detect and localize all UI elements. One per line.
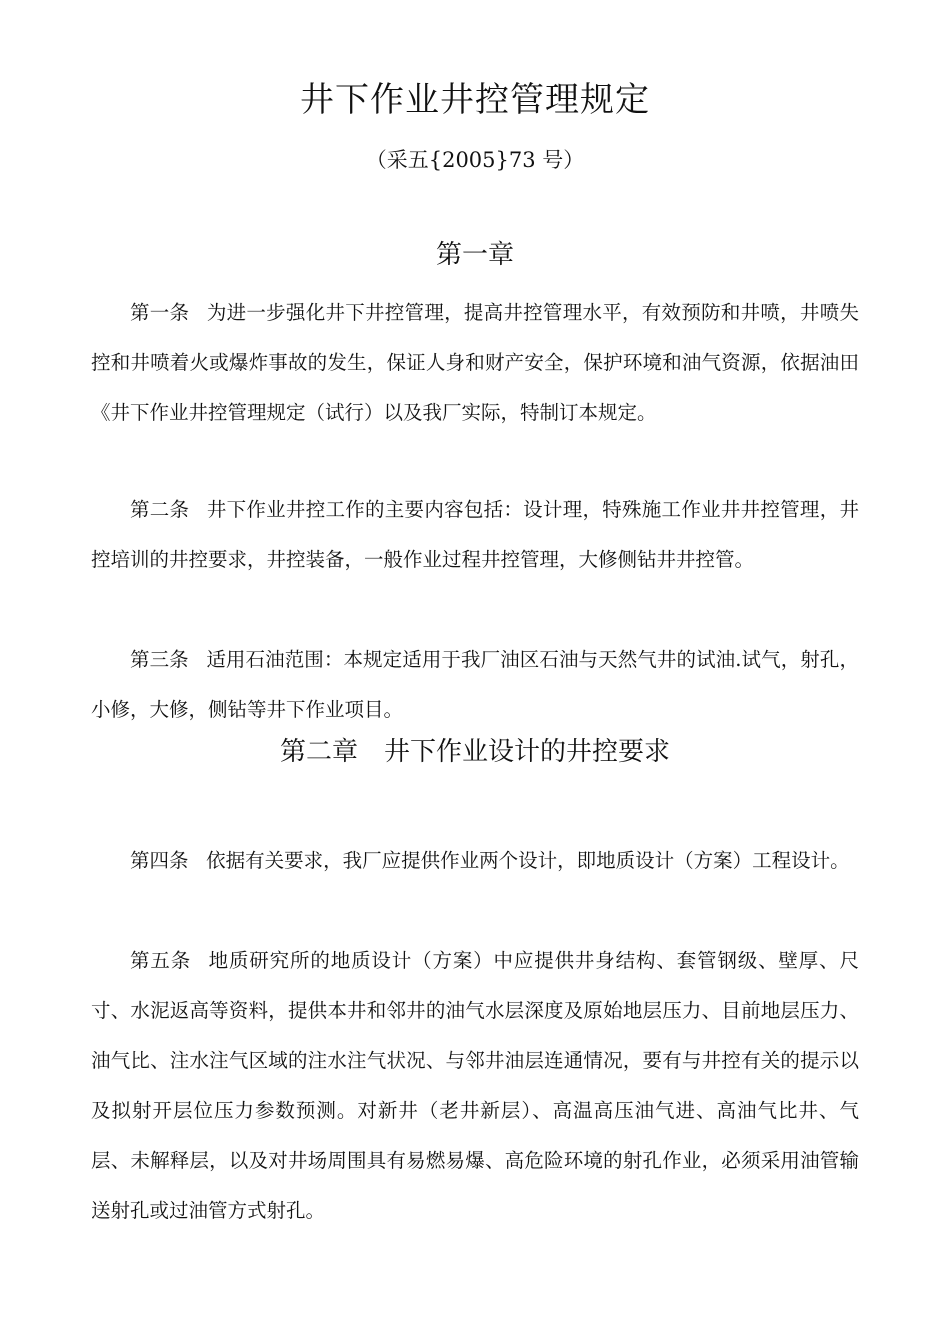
article-3-text: 适用石油范围：本规定适用于我厂油区石油与天然气井的试油.试气，射孔，小修，大修，侧钻等井下作业项目。 — [91, 648, 859, 721]
chapter-2-heading: 第二章 井下作业设计的井控要求 — [279, 737, 670, 767]
article-1-label: 第一条 — [130, 301, 190, 324]
article-1-text: 为进一步强化井下井控管理，提高井控管理水平，有效预防和井喷，井喷失控和井喷着火或爆炸事故的发生，保证人身和财产安全，保护环境和油气资源，依据油田《井下作业井控管理规定（试行）以及我厂实际，特制订本规定。 — [91, 301, 859, 424]
article-5-label: 第五条 — [130, 949, 192, 972]
article-2-text: 井下作业井控工作的主要内容包括：设计理，特殊施工作业井井控管理，井控培训的井控要求，井控装备，一般作业过程井控管理，大修侧钻井井控管。 — [91, 498, 859, 571]
article-5 — [91, 936, 859, 1236]
article-2-label: 第二条 — [130, 498, 190, 521]
article-3 — [91, 635, 859, 735]
article-4 — [91, 836, 859, 886]
article-4-label: 第四条 — [130, 849, 189, 872]
document-title: 井下作业井控管理规定 — [300, 80, 650, 120]
chapter-1-heading: 第一章 — [435, 240, 514, 270]
article-3-label: 第三条 — [130, 648, 189, 671]
article-4-text: 依据有关要求，我厂应提供作业两个设计，即地质设计（方案）工程设计。 — [206, 849, 850, 872]
article-2 — [91, 485, 859, 585]
article-1 — [91, 288, 859, 438]
document-number: （采五{2005}73 号） — [365, 148, 585, 172]
article-5-text: 地质研究所的地质设计（方案）中应提供井身结构、套管钢级、壁厚、尺寸、水泥返高等资料，提供本井和邻井的油气水层深度及原始地层压力、目前地层压力、油气比、注水注气区域的注水注气状况、与邻井油层连通情况，要有与井控有关的提示以及拟射开层位压力参数预测。对新井（老井新层）、高温高压油气进、高油气比井、气层、未解释层，以及对井场周围具有易燃易爆、高危险环境的射孔作业，必须采用油管输送射孔或过油管方式射孔。 — [91, 949, 859, 1222]
